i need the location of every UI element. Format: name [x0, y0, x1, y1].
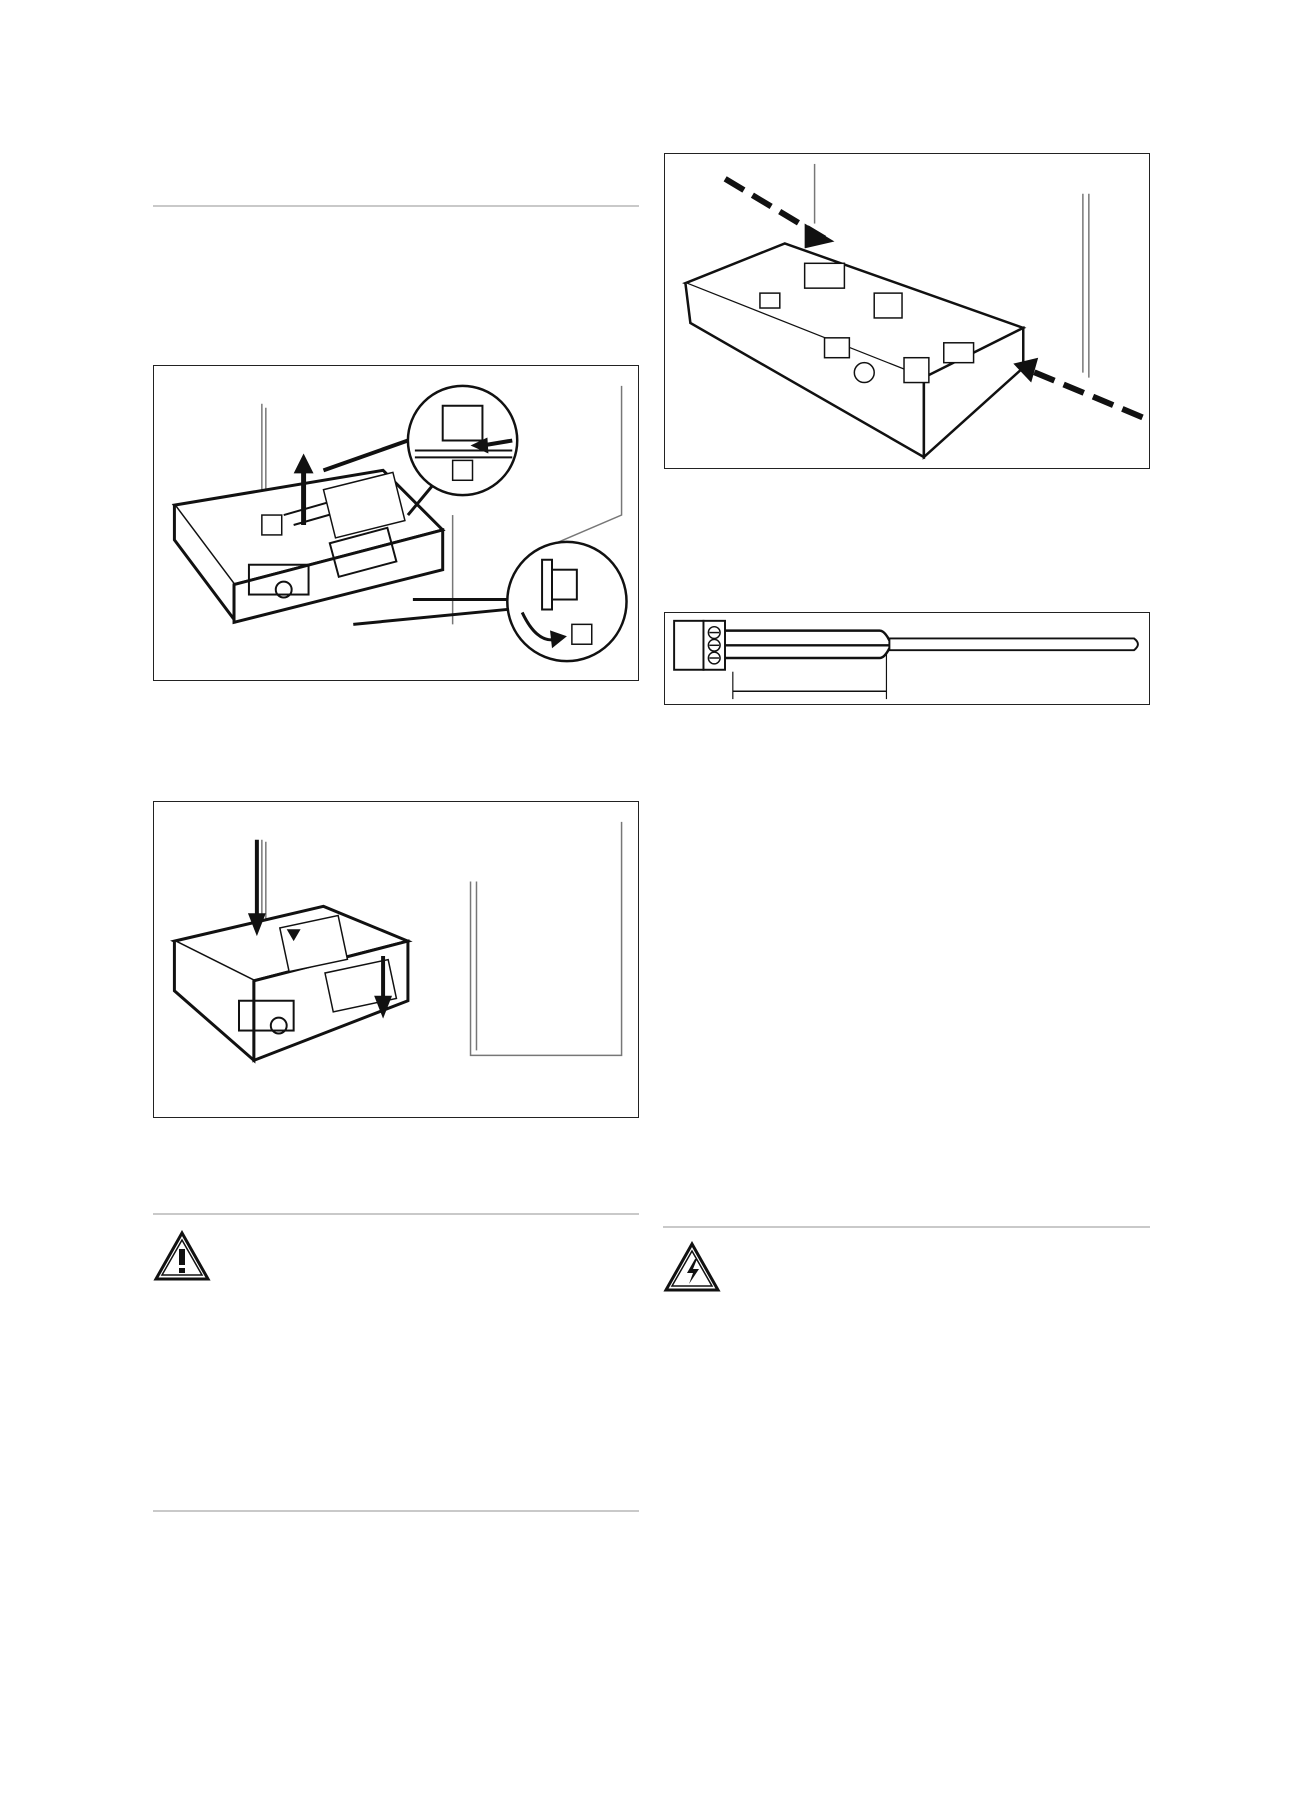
section-rule-top-left — [153, 205, 639, 207]
figure-cable-routing-pcb — [664, 153, 1150, 469]
figure-insert-control-box — [153, 801, 639, 1118]
remove-control-box-illustration — [154, 366, 638, 680]
electric-hazard-icon — [663, 1241, 721, 1293]
section-rule-warning-right — [663, 1226, 1150, 1228]
warning-icon — [153, 1230, 211, 1282]
section-rule-bottom-left — [153, 1510, 639, 1512]
callout-box-2 — [453, 460, 473, 480]
callout-box-3 — [572, 624, 592, 644]
figure-remove-control-box — [153, 365, 639, 681]
section-rule-warning-left — [153, 1213, 639, 1215]
figure-cable-stripping — [664, 612, 1150, 705]
insert-control-box-illustration — [154, 802, 638, 1117]
callout-box-1 — [262, 515, 282, 535]
cable-routing-illustration — [665, 154, 1149, 468]
cable-stripping-illustration — [665, 613, 1149, 704]
